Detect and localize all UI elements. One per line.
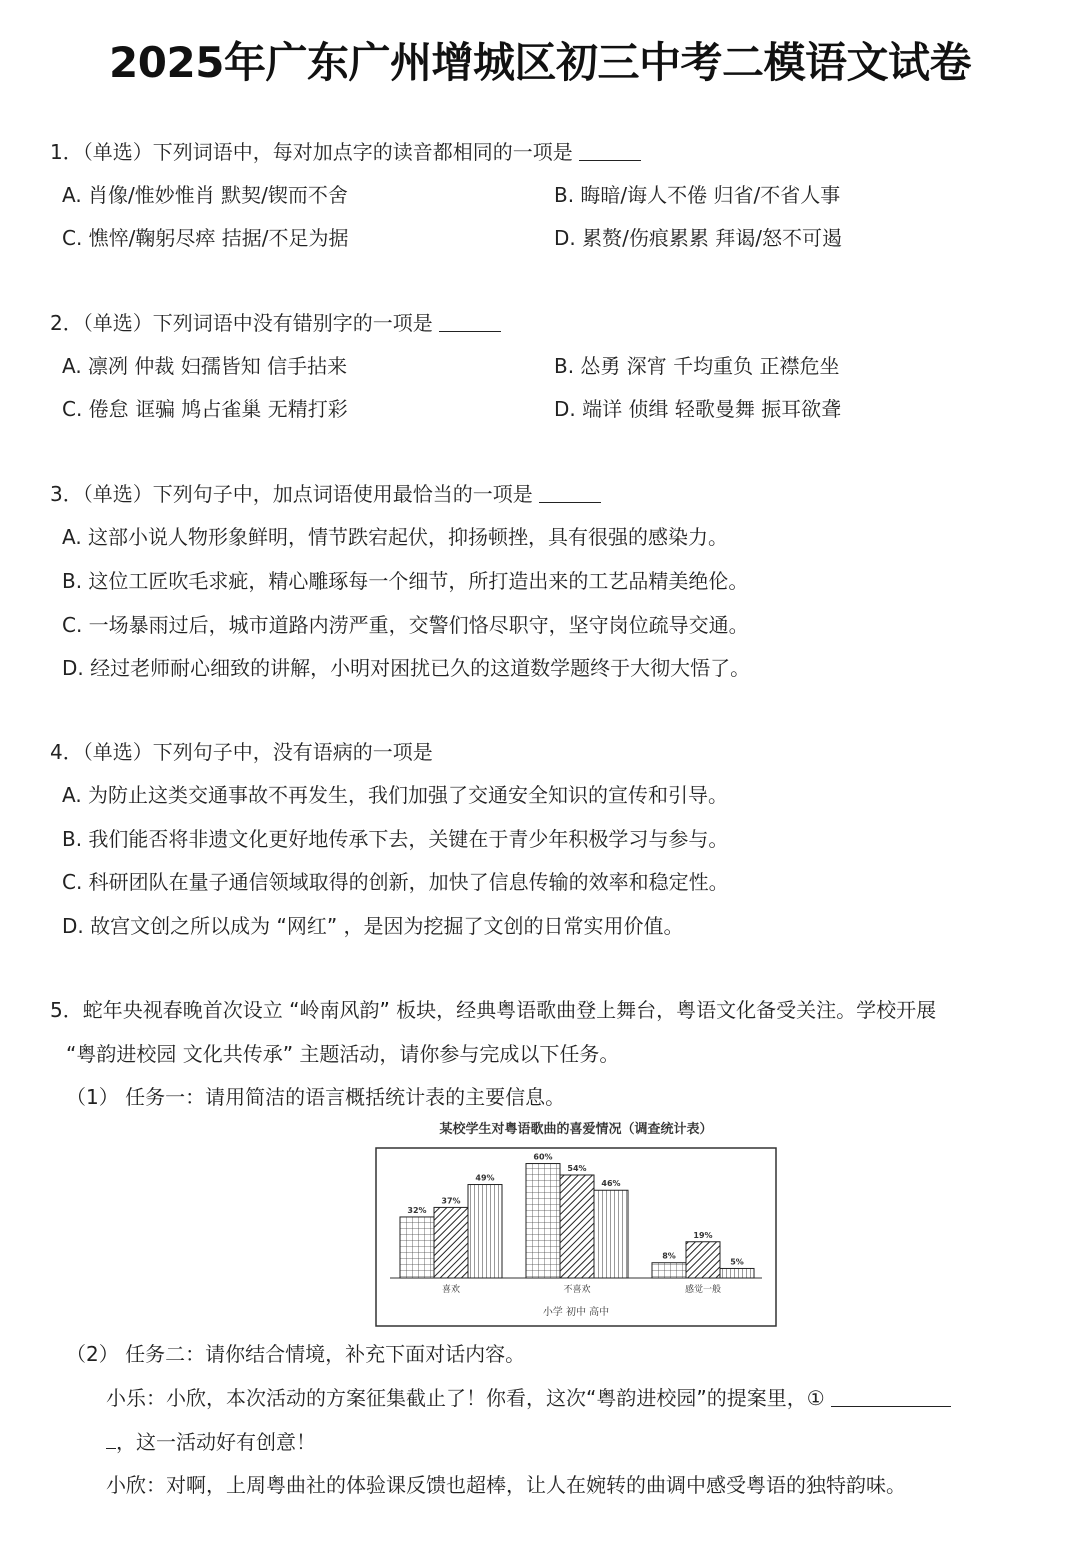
bar-小学-感觉一般 [652, 1263, 686, 1278]
bar-value-label: 32% [407, 1205, 427, 1215]
q1-option-c[interactable]: C. 憔悴/鞠躬尽瘁 拮据/不足为据 [62, 226, 349, 250]
q5-task2: （2） 任务二：请你结合情境，补充下面对话内容。 [66, 1342, 526, 1366]
q2-option-d[interactable]: D. 端详 侦缉 轻歌曼舞 振耳欲聋 [554, 397, 842, 421]
bar-小学-喜欢 [400, 1217, 434, 1278]
q5-dialog-1: 小乐：小欣，本次活动的方案征集截止了！你看，这次“粤韵进校园”的提案里，① [106, 1384, 951, 1412]
q4-stem: 4．（单选）下列句子中，没有语病的一项是 [50, 740, 433, 764]
q3-option-d[interactable]: D. 经过老师耐心细致的讲解，小明对困扰已久的这道数学题终于大彻大悟了。 [62, 656, 751, 680]
bar-value-label: 60% [533, 1152, 553, 1162]
q2-option-c[interactable]: C. 倦怠 诓骗 鸠占雀巢 无精打彩 [62, 397, 348, 421]
q2-answer-blank[interactable] [439, 309, 501, 332]
bar-初中-不喜欢 [560, 1175, 594, 1278]
q4-option-d[interactable]: D. 故宫文创之所以成为 “网红” ，是因为挖掘了文创的日常实用价值。 [62, 914, 684, 938]
bar-高中-喜欢 [468, 1185, 502, 1278]
q5-fill-blank-1[interactable] [831, 1384, 951, 1407]
bar-value-label: 19% [693, 1230, 713, 1240]
survey-chart [370, 1114, 782, 1330]
q3-option-a[interactable]: A. 这部小说人物形象鲜明，情节跌宕起伏，抑扬顿挫，具有很强的感染力。 [62, 525, 729, 549]
bar-小学-不喜欢 [526, 1164, 560, 1278]
q5-dialog-2: 小欣：对啊，上周粤曲社的体验课反馈也超棒，让人在婉转的曲调中感受粤语的独特韵味。 [106, 1473, 906, 1497]
bar-value-label: 5% [730, 1257, 744, 1267]
category-label: 喜欢 [441, 1285, 461, 1295]
bar-初中-感觉一般 [686, 1242, 720, 1278]
q3-option-c[interactable]: C. 一场暴雨过后，城市道路内涝严重，交警们恪尽职守，坚守岗位疏导交通。 [62, 613, 749, 637]
q3-stem: 3．（单选）下列句子中，加点词语使用最恰当的一项是 [50, 480, 601, 508]
blank-tail [106, 1430, 116, 1449]
q3-answer-blank[interactable] [539, 480, 601, 503]
q4-option-a[interactable]: A. 为防止这类交通事故不再发生，我们加强了交通安全知识的宣传和引导。 [62, 783, 729, 807]
bar-初中-喜欢 [434, 1207, 468, 1278]
page-title: 2025年广东广州增城区初三中考二模语文试卷 [109, 38, 971, 87]
q1-option-a[interactable]: A. 肖像/惟妙惟肖 默契/锲而不舍 [62, 183, 348, 207]
q5-stem-line2: “粤韵进校园 文化共传承” 主题活动，请你参与完成以下任务。 [66, 1042, 620, 1066]
q4-option-c[interactable]: C. 科研团队在量子通信领域取得的创新，加快了信息传输的效率和稳定性。 [62, 870, 729, 894]
q3-option-b[interactable]: B. 这位工匠吹毛求疵，精心雕琢每一个细节，所打造出来的工艺品精美绝伦。 [62, 569, 749, 593]
q2-stem: 2．（单选）下列词语中没有错别字的一项是 [50, 309, 501, 337]
chart-title: 某校学生对粤语歌曲的喜爱情况（调查统计表） [439, 1122, 713, 1137]
q5-dialog-1-cont: ，这一活动好有创意！ [106, 1428, 316, 1456]
q1-option-d[interactable]: D. 累赘/伤痕累累 拜谒/怒不可遏 [554, 226, 842, 250]
q1-option-b[interactable]: B. 晦暗/诲人不倦 归省/不省人事 [554, 183, 841, 207]
q5-stem-line1: 5．蛇年央视春晚首次设立 “岭南风韵” 板块，经典粤语歌曲登上舞台，粤语文化备受关注。学校开展 [50, 998, 937, 1022]
q2-option-b[interactable]: B. 怂勇 深宵 千均重负 正襟危坐 [554, 354, 840, 378]
q4-option-b[interactable]: B. 我们能否将非遗文化更好地传承下去，关键在于青少年积极学习与参与。 [62, 827, 729, 851]
category-label: 感觉一般 [684, 1285, 722, 1295]
q2-option-a[interactable]: A. 凛冽 仲裁 妇孺皆知 信手拈来 [62, 354, 348, 378]
q1-stem: 1．（单选）下列词语中，每对加点字的读音都相同的一项是 [50, 138, 641, 166]
chart-legend: 小学 初中 高中 [542, 1307, 610, 1318]
q1-answer-blank[interactable] [579, 138, 641, 161]
bar-高中-不喜欢 [594, 1190, 628, 1278]
q5-task1: （1） 任务一：请用简洁的语言概括统计表的主要信息。 [66, 1085, 566, 1109]
category-label: 不喜欢 [563, 1285, 591, 1295]
bar-value-label: 8% [662, 1251, 676, 1261]
bar-value-label: 49% [475, 1173, 495, 1183]
chart-svg [370, 1114, 782, 1330]
bar-value-label: 54% [567, 1163, 587, 1173]
bar-高中-感觉一般 [720, 1268, 754, 1278]
bar-value-label: 46% [601, 1179, 621, 1189]
bar-value-label: 37% [441, 1196, 461, 1206]
